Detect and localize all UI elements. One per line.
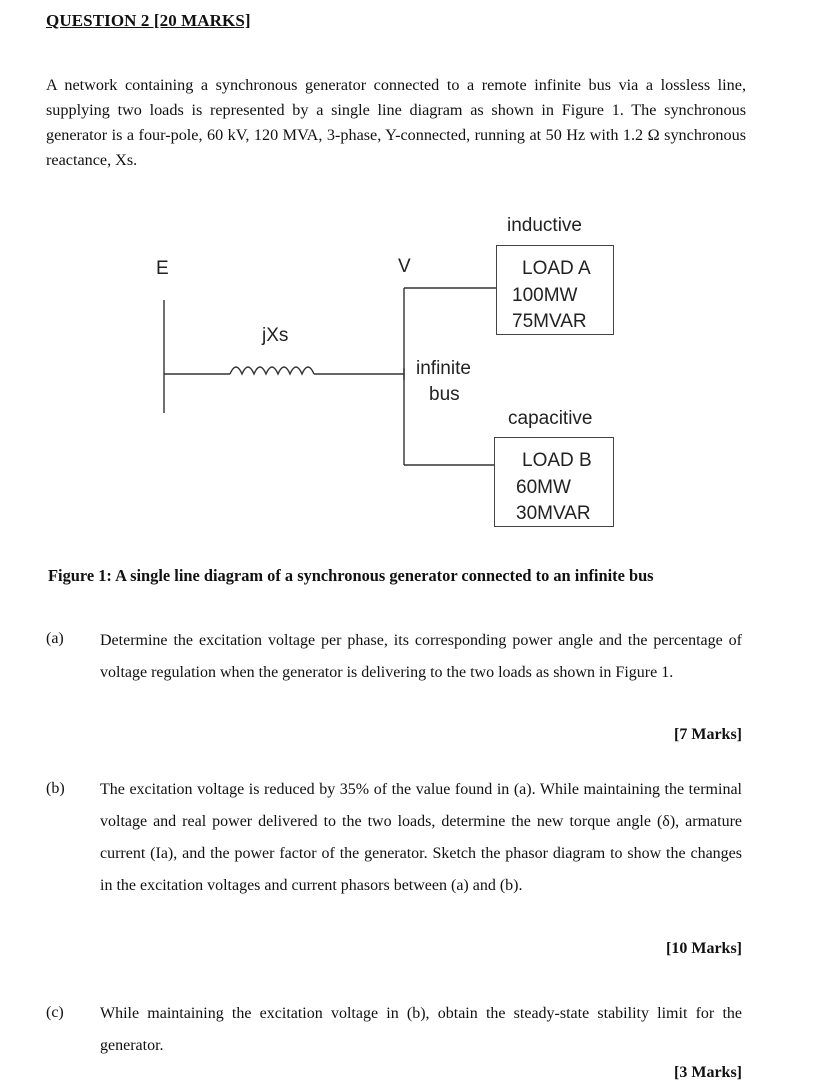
reactance-coil-icon: [230, 367, 314, 374]
question-c-text: While maintaining the excitation voltage in (b), obtain the steady-state stability limit for the generator.: [100, 1005, 742, 1054]
infinite-bus-label: infinite: [416, 358, 471, 379]
load-b-mvar: 30MVAR: [516, 503, 591, 524]
question-a-marks: [7 Marks]: [674, 726, 742, 743]
intro-paragraph: A network containing a synchronous generator connected to a remote infinite bus via a lossless line, supplying two loads is represented by a single line diagram as shown in Figure 1. The synchronous generator is a four-pole, 60 kV, 120 MVA, 3-phase, Y-connected, running at 50 Hz with 1.2 Ω synchronous reactance, Xs.: [46, 76, 746, 169]
load-b-box: [494, 437, 614, 527]
load-a-type: inductive: [507, 215, 582, 236]
load-b-name: LOAD B: [522, 450, 592, 471]
load-a-box: [496, 245, 614, 335]
infinite-bus-label-2: bus: [429, 384, 460, 405]
single-line-diagram: [0, 200, 828, 540]
load-a-mvar: 75MVAR: [512, 311, 587, 332]
question-c-marks: [3 Marks]: [674, 1064, 742, 1081]
load-a-name: LOAD A: [522, 258, 591, 279]
v-label: V: [398, 256, 411, 277]
diagram-lines: [0, 200, 828, 540]
question-a-text: Determine the excitation voltage per phase, its corresponding power angle and the percentage of voltage regulation when the generator is delivering to the two loads as shown in Figure 1.: [100, 632, 742, 681]
question-a-label: (a): [46, 630, 64, 647]
load-a-mw: 100MW: [512, 285, 578, 306]
load-b-type: capacitive: [508, 408, 593, 429]
figure-caption: Figure 1: A single line diagram of a synchronous generator connected to an infinite bus: [48, 566, 654, 585]
question-b-marks: [10 Marks]: [666, 940, 742, 957]
question-b-label: (b): [46, 780, 65, 797]
reactance-label: jXs: [262, 325, 289, 346]
load-b-mw: 60MW: [516, 477, 571, 498]
question-c-label: (c): [46, 1004, 64, 1021]
question-heading: QUESTION 2 [20 MARKS]: [46, 11, 251, 30]
e-label: E: [156, 258, 169, 279]
question-b-text: The excitation voltage is reduced by 35% of the value found in (a). While maintaining the terminal voltage and real power delivered to the two loads, determine the new torque angle (δ), armature current (Ia), and the power factor of the generator. Sketch the phasor diagram to show the changes in the excitation voltages and current phasors between (a) and (b).: [100, 781, 742, 894]
